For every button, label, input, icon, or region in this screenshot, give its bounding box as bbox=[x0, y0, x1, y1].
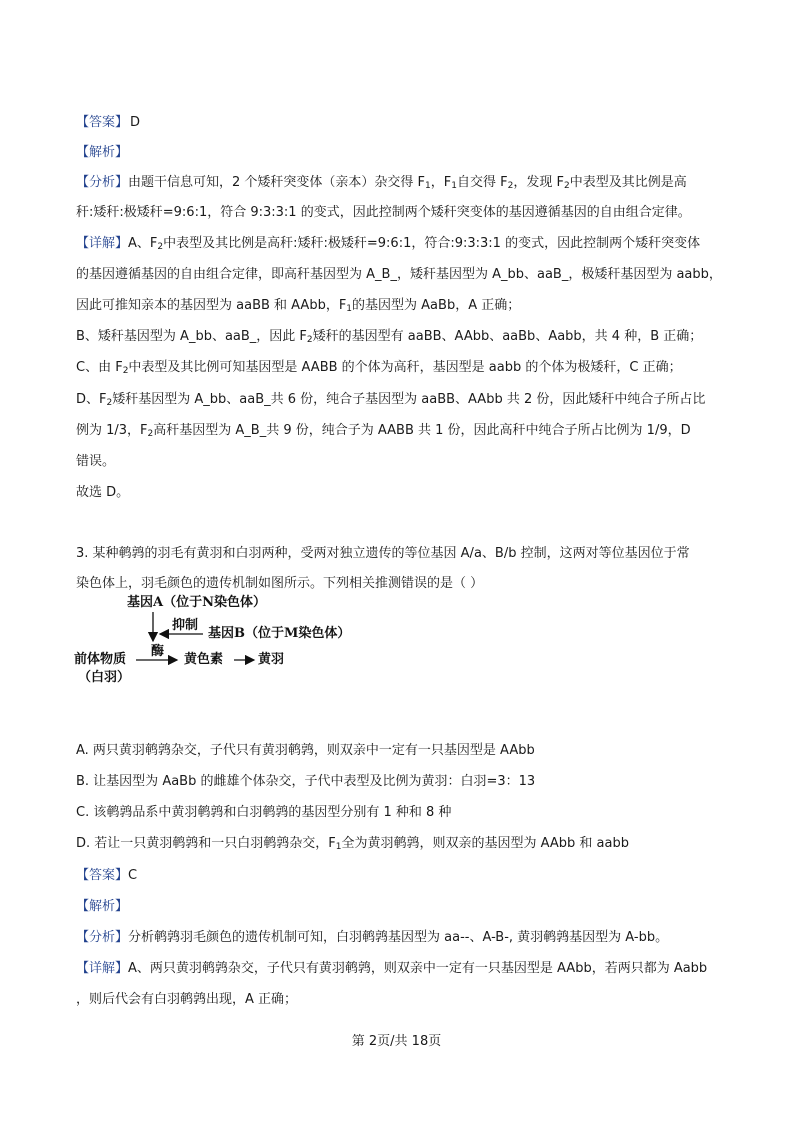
analysis-tag: 【分析】 bbox=[76, 175, 129, 190]
q2-detail-line-3: 因此可推知亲本的基因型为 aaBB 和 AAbb，$F_1$的基因型为 AaBb，A 正确； bbox=[76, 298, 521, 314]
q3-detail-line-1: 【详解】A、两只黄羽鹌鹑杂交，子代只有黄羽鹌鹑，则双亲中一定有一只基因型是 AAbb，若两只都为 Aabb bbox=[76, 961, 708, 976]
q3-option-a: A. 两只黄羽鹌鹑杂交，子代只有黄羽鹌鹑，则双亲中一定有一只基因型是 AAbb bbox=[76, 743, 535, 758]
precursor-label: 前体物质 bbox=[74, 652, 127, 667]
inhibit-label: 抑制 bbox=[172, 618, 199, 633]
q2-detail-line-8: 错误。 bbox=[76, 454, 116, 469]
q2-detail-line-6: D、$F_2$矮秆基因型为 A_bb、aaB_共 6 份，纯合子基因型为 aaBB、AAbb 共 2 份，因此矮秆中纯合子所占比 bbox=[76, 392, 706, 408]
q2-analysis-line-2: 秆:矮秆:极矮秆=9:6:1，符合 9:3:3:1 的变式，因此控制两个矮秆突变体的基因遵循基因的自由组合定律。 bbox=[76, 205, 691, 220]
q2-analysis-line-1: 【分析】由题干信息可知，2 个矮秆突变体（亲本）杂交得 $F_1$，$F_1$自交得 $F_2$，发现 $F_2$中表型及其比例是高 bbox=[76, 175, 687, 191]
q2-explain-line bbox=[76, 143, 128, 163]
q3-explain-line bbox=[76, 897, 128, 917]
q2-conclusion: 故选 D。 bbox=[76, 485, 130, 500]
answer-tag: 【答案】 bbox=[76, 868, 129, 883]
q3-stem-line-2: 染色体上，羽毛颜色的遗传机制如图所示。下列相关推测错误的是（ ） bbox=[76, 576, 484, 591]
q3-stem-line-1: 3. 某种鹌鹑的羽毛有黄羽和白羽两种，受两对独立遗传的等位基因 A/a、B/b 控制，这两对等位基因位于常 bbox=[76, 546, 690, 561]
q2-answer-line bbox=[76, 113, 140, 133]
gene-b-label: 基因B（位于M染色体） bbox=[208, 626, 351, 641]
q2-detail-line-2: 的基因遵循基因的自由组合定律，即高秆基因型为 A_B_，矮秆基因型为 A_bb、aaB_，极矮秆基因型为 aabb， bbox=[76, 267, 722, 282]
yellow-feather-label: 黄羽 bbox=[258, 652, 285, 667]
white-feather-label: （白羽） bbox=[78, 670, 131, 685]
q2-detail-line-7: 例为 1/3，$F_2$高秆基因型为 A_B_共 9 份，纯合子为 AABB 共 1 份，因此高秆中纯合子所占比例为 1/9，D bbox=[76, 423, 691, 439]
q3-option-c: C. 该鹌鹑品系中黄羽鹌鹑和白羽鹌鹑的基因型分别有 1 种和 8 种 bbox=[76, 805, 452, 820]
q3-option-b: B. 让基因型为 AaBb 的雌雄个体杂交，子代中表型及比例为黄羽：白羽=3：13 bbox=[76, 774, 536, 789]
enzyme-label: 酶 bbox=[151, 644, 165, 659]
answer-tag: 【答案】 bbox=[76, 115, 129, 130]
q3-analysis-line: 【分析】分析鹌鹑羽毛颜色的遗传机制可知，白羽鹌鹑基因型为 aa--、A-B-, 黄羽鹌鹑基因型为 A-bb。 bbox=[76, 930, 669, 945]
analysis-tag: 【分析】 bbox=[76, 930, 129, 945]
q2-detail-line-5: C、由 $F_2$中表型及其比例可知基因型是 AABB 的个体为高秆，基因型是 aabb 的个体为极矮秆，C 正确； bbox=[76, 360, 682, 376]
gene-a-label: 基因A（位于N染色体） bbox=[127, 595, 266, 610]
q3-detail-line-2: ，则后代会有白羽鹌鹑出现，A 正确； bbox=[76, 992, 298, 1007]
q2-detail-line-4: B、矮秆基因型为 A_bb、aaB_，因此 $F_2$矮秆的基因型有 aaBB、AAbb、aaBb、Aabb，共 4 种，B 正确； bbox=[76, 329, 703, 345]
answer-value: C bbox=[128, 868, 138, 883]
inheritance-mechanism-diagram bbox=[72, 594, 372, 689]
explain-tag: 【解析】 bbox=[76, 145, 129, 160]
answer-value: D bbox=[130, 115, 141, 130]
detail-tag: 【详解】 bbox=[76, 961, 129, 976]
yellow-pigment-label: 黄色素 bbox=[184, 652, 224, 667]
q3-option-d: D. 若让一只黄羽鹌鹑和一只白羽鹌鹑杂交，$F_1$全为黄羽鹌鹑，则双亲的基因型为 AAbb 和 aabb bbox=[76, 836, 629, 852]
q3-answer-line bbox=[76, 866, 137, 886]
q2-detail-line-1: 【详解】A、$F_2$中表型及其比例是高秆:矮秆:极矮秆=9:6:1，符合:9:3:3:1 的变式，因此控制两个矮秆突变体 bbox=[76, 236, 701, 252]
page-footer: 第 2页/共 18页 bbox=[351, 1034, 442, 1049]
explain-tag: 【解析】 bbox=[76, 899, 129, 914]
detail-tag: 【详解】 bbox=[76, 236, 129, 251]
